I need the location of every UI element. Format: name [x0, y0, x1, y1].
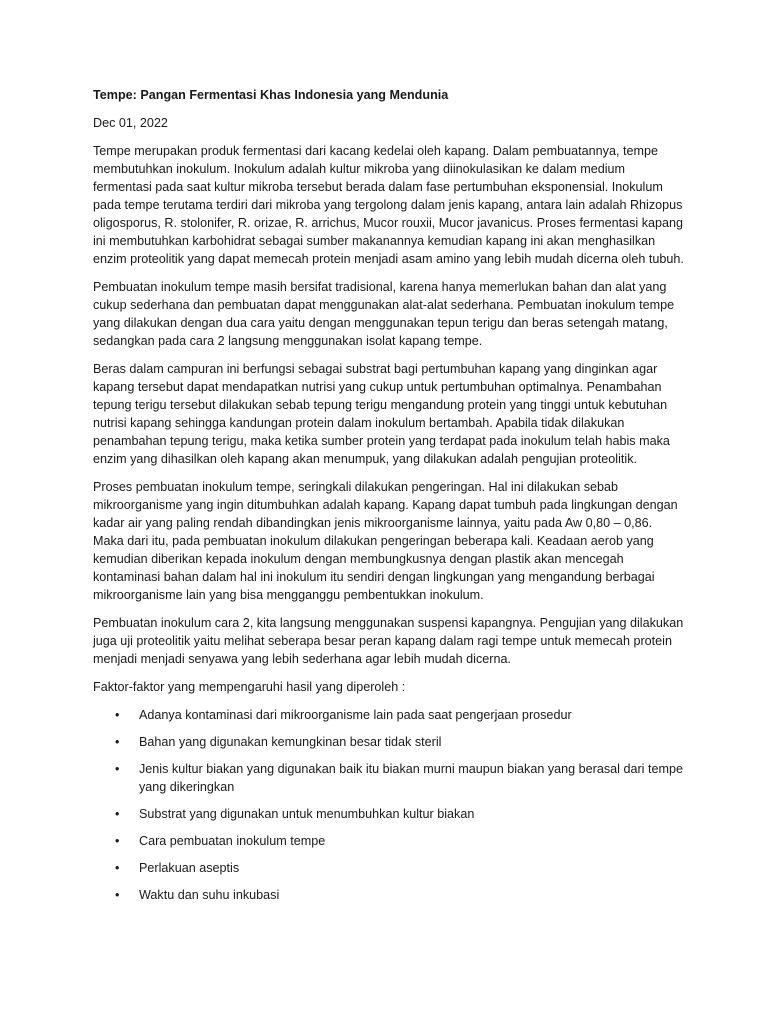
document-page	[93, 86, 685, 913]
paragraph-2: Pembuatan inokulum tempe masih bersifat tradisional, karena hanya memerlukan bahan dan alat yang cukup sederhana dan pembuatan dapat menggunakan alat-alat sederhana. Pembuatan inokulum tempe yang dilakukan dengan dua cara yaitu dengan menggunakan tepun terigu dan beras setengah matang, sedangkan pada cara 2 langsung menggunakan isolat kapang tempe.	[93, 280, 675, 348]
list-item	[93, 859, 685, 877]
paragraph-4: Proses pembuatan inokulum tempe, seringkali dilakukan pengeringan. Hal ini dilakukan sebab mikroorganisme yang ingin ditumbuhkan adalah kapang. Kapang dapat tumbuh pada lingkungan dengan kadar air yang paling rendah dibandingkan jenis mikroorganisme lainnya, yaitu pada Aw 0,80 – 0,86. Maka dari itu, pada pembuatan inokulum dilakukan pengeringan beberapa kali. Keadaan aerob yang kemudian diberikan kepada inokulum dengan membungkusnya dengan plastik akan mencegah kontaminasi bahan dalam hal ini inokulum itu sendiri dengan lingkungan yang mengandung berbagai mikroorganisme lain yang bisa mengganggu pembentukkan inokulum.	[93, 480, 678, 602]
list-item-text: Jenis kultur biakan yang digunakan baik itu biakan murni maupun biakan yang berasal dari tempe yang dikeringkan	[139, 762, 683, 794]
list-item	[93, 832, 685, 850]
bullet-icon: •	[115, 888, 120, 902]
factor-list	[93, 706, 685, 904]
bullet-icon: •	[115, 834, 120, 848]
document-date: Dec 01, 2022	[93, 116, 168, 130]
bullet-icon: •	[115, 735, 120, 749]
list-item-text: Bahan yang digunakan kemungkinan besar tidak steril	[139, 735, 442, 749]
list-item	[93, 886, 685, 904]
paragraph-3: Beras dalam campuran ini berfungsi sebagai substrat bagi pertumbuhan kapang yang dinginkan agar kapang tersebut dapat mendapatkan nutrisi yang cukup untuk pertumbuhan optimalnya. Penambahan tepung terigu tersebut dilakukan sebab tepung terigu mengandung protein yang tinggi untuk kebutuhan nutrisi kapang sehingga kandungan protein dalam inokulum bertambah. Apabila tidak dilakukan penambahan tepung terigu, maka ketika sumber protein yang terdapat pada inokulum telah habis maka enzim yang dihasilkan oleh kapang akan menumpuk, yang dilakukan adalah pengujian proteolitik.	[93, 362, 670, 466]
list-item-text: Perlakuan aseptis	[139, 861, 240, 875]
bullet-icon: •	[115, 762, 120, 776]
list-item	[93, 760, 685, 796]
list-item-text: Adanya kontaminasi dari mikroorganisme lain pada saat pengerjaan prosedur	[139, 708, 572, 722]
bullet-icon: •	[115, 708, 120, 722]
bullet-icon: •	[115, 861, 120, 875]
list-item-text: Cara pembuatan inokulum tempe	[139, 834, 326, 848]
list-item-text: Substrat yang digunakan untuk menumbuhkan kultur biakan	[139, 807, 475, 821]
bullet-icon: •	[115, 807, 120, 821]
list-item	[93, 733, 685, 751]
paragraph-1: Tempe merupakan produk fermentasi dari kacang kedelai oleh kapang. Dalam pembuatannya, tempe membutuhkan inokulum. Inokulum adalah kultur mikroba yang diinokulasikan ke dalam medium fermentasi pada saat kultur mikroba tersebut berada dalam fase pertumbuhan eksponensial. Inokulum pada tempe terutama terdiri dari mikroba yang tergolong dalam jenis kapang, antara lain adalah Rhizopus oligosporus, R. stolonifer, R. orizae, R. arrichus, Mucor rouxii, Mucor javanicus. Proses fermentasi kapang ini membutuhkan karbohidrat sebagai sumber makanannya kemudian kapang ini akan menghasilkan enzim proteolitik yang dapat memecah protein menjadi asam amino yang lebih mudah dicerna oleh tubuh.	[93, 144, 684, 266]
list-intro: Faktor-faktor yang mempengaruhi hasil yang diperoleh :	[93, 680, 406, 694]
paragraph-5: Pembuatan inokulum cara 2, kita langsung menggunakan suspensi kapangnya. Pengujian yang dilakukan juga uji proteolitik yaitu melihat seberapa besar peran kapang dalam ragi tempe untuk memecah protein menjadi menjadi senyawa yang lebih sederhana agar lebih mudah dicerna.	[93, 616, 684, 666]
list-item	[93, 805, 685, 823]
list-item	[93, 706, 685, 724]
list-item-text: Waktu dan suhu inkubasi	[139, 888, 280, 902]
document-title: Tempe: Pangan Fermentasi Khas Indonesia yang Mendunia	[93, 88, 449, 102]
